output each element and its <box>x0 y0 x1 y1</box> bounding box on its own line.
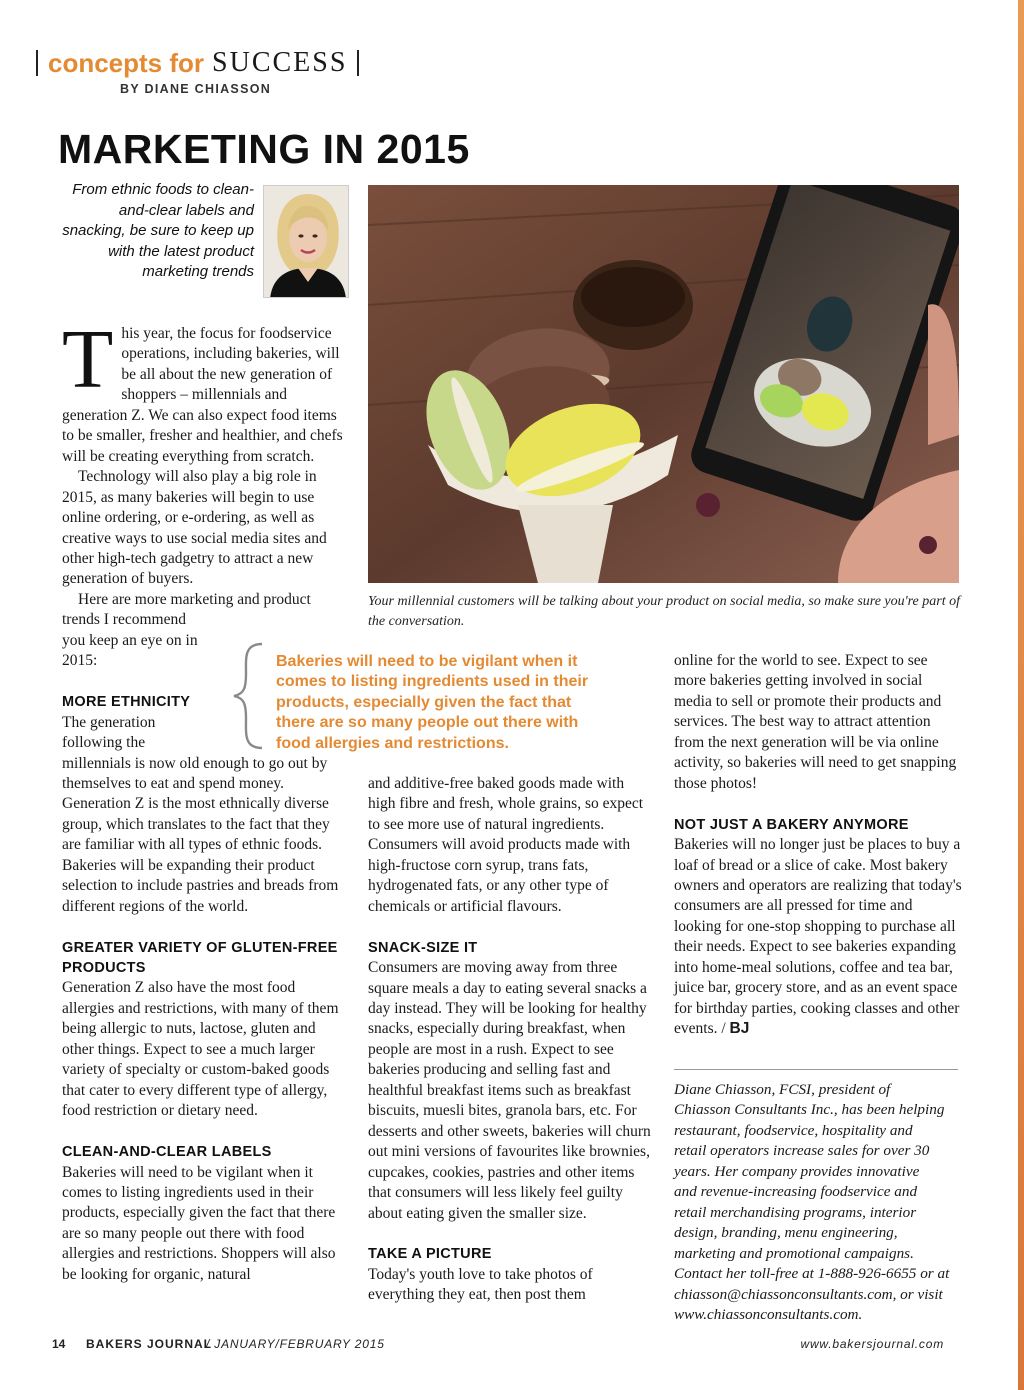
page-number: 14 <box>52 1337 66 1351</box>
macarons-smartphone-photo <box>368 185 959 583</box>
trends-paragraph: Here are more marketing and product trends I recommend you keep an eye on in 2015: <box>62 590 311 670</box>
author-bio: Diane Chiasson, FCSI, president of Chiasson Consultants Inc., has been helping restaurant, foodservice, hospitality and retail operators increase sales for over 30 years. Her company provides innovative and revenue-increasing foodservice and retail merchandising programs, interior design, branding, menu engineering, marketing and promotional campaigns. Contact her toll-free at 1-888-926-6655 or at chiasson@chiassonconsultants.com, or visit www.chiassonconsultants.com. <box>674 1081 950 1323</box>
header-bar-right <box>357 50 359 76</box>
article-deck: From ethnic foods to clean-and-clear labels and snacking, be sure to keep up with the latest product marketing trends <box>62 181 254 280</box>
technology-paragraph: Technology will also play a big role in 2015, as many bakeries will begin to use online ordering, or e-ordering, as well as creative ways to use social media sites and other high-tech gadgetry to attract a new generation of buyers. <box>62 468 327 588</box>
not-just-a-bakery-paragraph <box>674 835 962 1040</box>
footer-url: www.bakersjournal.com <box>800 1337 944 1351</box>
gluten-free-paragraph: Generation Z also have the most food allergies and restrictions, with many of them being allergic to nuts, lactose, gluten and other things. Expect to see a much larger variety of specialty or custom-baked goods that cater to every different type of allergy, food restriction or dietary need. <box>62 979 339 1120</box>
page-edge-strip <box>1018 0 1024 1390</box>
heading-gluten-free: GREATER VARIETY OF GLUTEN-FREE PRODUCTS <box>62 939 338 977</box>
page-footer <box>52 1337 952 1355</box>
take-a-picture-continued: online for the world to see. Expect to see more bakeries getting involved in social media to sell or promote their products and services. The best way to attract attention from the next generation will be via online activity, so bakeries will need to get snapping those photos! <box>674 652 957 792</box>
bio-divider <box>674 1069 958 1070</box>
heading-more-ethnicity: MORE ETHNICITY <box>62 694 191 711</box>
column-header <box>36 46 359 80</box>
article-title: MARKETING IN 2015 <box>58 126 470 172</box>
photo-caption: Your millennial customers will be talking about your product on social media, so make sure you're part of the conversation. <box>368 594 960 629</box>
heading-not-just-a-bakery: NOT JUST A BAKERY ANYMORE <box>674 816 909 833</box>
clean-labels-paragraph: Bakeries will need to be vigilant when it comes to listing ingredients used in their products, especially given the fact that there are so many people out there with food allergies and restrictions. Shoppers will also be looking for organic, natural <box>62 1163 336 1283</box>
column-two <box>368 774 654 1306</box>
heading-take-a-picture: TAKE A PICTURE <box>368 1246 492 1263</box>
column-three <box>674 651 962 1040</box>
column-one <box>62 313 348 1285</box>
snack-size-paragraph: Consumers are moving away from three square meals a day to eating several snacks a day instead. They will be looking for healthy snacks, especially during breakfast, when people are most in a rush. Expect to see bakeries producing and selling fast and healthful breakfast items such as breakfast biscuits, muesli bites, granola bars, etc. For desserts and other sweets, bakeries will churn out mini versions of favourites like brownies, cupcakes, cookies, pastries and other items that consumers will less likely feel guilty about eating given the smaller size. <box>368 959 651 1222</box>
take-a-picture-paragraph: Today's youth love to take photos of everything they eat, then post them <box>368 1265 593 1304</box>
column-name-concepts: concepts for <box>48 47 205 78</box>
heading-clean-labels: CLEAN-AND-CLEAR LABELS <box>62 1144 272 1161</box>
clean-labels-continued: and additive-free baked goods made with high fibre and fresh, whole grains, so expect to see more use of natural ingredients. Consumers will avoid products made with high-fructose corn syrup, trans fats, hydrogenated fats, or any other type of chemicals or artificial flavours. <box>368 775 644 915</box>
header-bar-left <box>36 50 38 76</box>
issue-date: / JANUARY/FEBRUARY 2015 <box>206 1337 385 1351</box>
column-name-success: SUCCESS <box>212 47 348 78</box>
pull-quote-text: Bakeries will need to be vigilant when it comes to listing ingredients used in their products, especially given the fact that there are so many people out there with food allergies and restrictions. <box>276 653 589 752</box>
signoff-bj: BJ <box>729 1020 750 1038</box>
ethnicity-paragraph: The generation following the millennials is now old enough to go out by themselves to eat and spend money. Generation Z is the most ethnically diverse group, which translates to the fact that they are familiar with all types of ethnic foods. Bakeries will be expanding their product selection to include pastries and breads from different regions of the world. <box>62 713 339 915</box>
intro-paragraph: his year, the focus for foodservice operations, including bakeries, will be all about the new generation of shoppers – millennials and generation Z. We can also expect food items to be smaller, fresher and healthier, and chefs will be creating everything from scratch. <box>62 325 343 465</box>
drop-cap: T <box>62 313 114 406</box>
publication-name: BAKERS JOURNAL <box>86 1337 213 1351</box>
heading-snack-size: SNACK-SIZE IT <box>368 939 478 956</box>
author-headshot <box>263 185 349 298</box>
byline: BY DIANE CHIASSON <box>120 82 272 96</box>
not-just-a-bakery-text: Bakeries will no longer just be places to buy a loaf of bread or a slice of cake. Most bakery owners and operators are realizing that today's consumers are all pressed for time and looking for one-stop shopping to purchase all their needs. Expect to see bakeries expanding into home-meal solutions, coffee and tea bar, juice bar, grocery store, and as an event space for birthday parties, cooking classes and other events. / <box>674 836 962 1038</box>
